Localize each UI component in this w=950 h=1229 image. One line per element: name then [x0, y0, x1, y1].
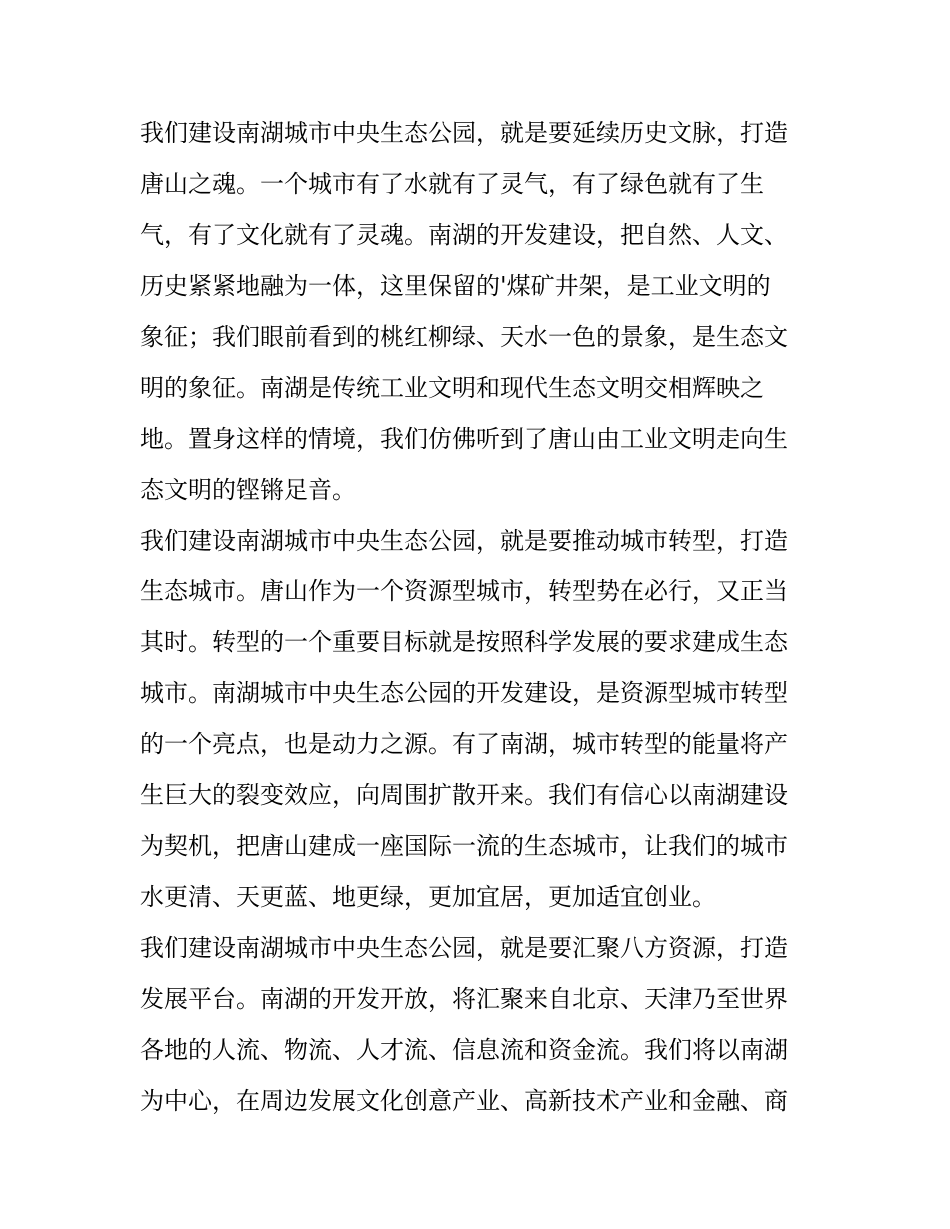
paragraph-line: 我们建设南湖城市中央生态公园，就是要延续历史文脉，打造	[140, 119, 788, 147]
paragraph-line: 态文明的铿锵足音。	[140, 475, 356, 504]
paragraph-line: 我们建设南湖城市中央生态公园，就是要推动城市转型，打造	[140, 526, 788, 555]
paragraph-line: 气，有了文化就有了灵魂。南湖的开发建设，把自然、人文、	[140, 220, 788, 249]
paragraph-line: 城市。南湖城市中央生态公园的开发建设，是资源型城市转型	[140, 679, 788, 708]
document-body	[140, 108, 812, 1127]
paragraph-line: 发展平台。南湖的开发开放，将汇聚来自北京、天津乃至世界	[140, 984, 788, 1013]
paragraph-line: 水更清、天更蓝、地更绿，更加宜居，更加适宜创业。	[140, 883, 716, 912]
paragraph-line: 为契机，把唐山建成一座国际一流的生态城市，让我们的城市	[140, 832, 788, 861]
paragraph-line: 其时。转型的一个重要目标就是按照科学发展的要求建成生态	[140, 628, 788, 657]
paragraph-line: 唐山之魂。一个城市有了水就有了灵气，有了绿色就有了生	[140, 169, 764, 198]
paragraph-line: 生巨大的裂变效应，向周围扩散开来。我们有信心以南湖建设	[140, 781, 788, 810]
paragraph-line: 为中心，在周边发展文化创意产业、高新技术产业和金融、商	[140, 1086, 788, 1115]
paragraph-line: 的一个亮点，也是动力之源。有了南湖，城市转型的能量将产	[140, 730, 788, 759]
paragraph-line: 我们建设南湖城市中央生态公园，就是要汇聚八方资源，打造	[140, 934, 788, 962]
paragraph-line: 生态城市。唐山作为一个资源型城市，转型势在必行，又正当	[140, 577, 788, 606]
paragraph-line: 地。置身这样的情境，我们仿佛听到了唐山由工业文明走向生	[140, 424, 788, 453]
paragraph-2	[140, 516, 812, 924]
paragraph-line: 象征；我们眼前看到的桃红柳绿、天水一色的景象，是生态文	[140, 322, 788, 351]
paragraph-line: 历史紧紧地融为一体，这里保留的'煤矿井架，是工业文明的	[140, 271, 771, 300]
paragraph-line: 各地的人流、物流、人才流、信息流和资金流。我们将以南湖	[140, 1035, 788, 1064]
paragraph-line: 明的象征。南湖是传统工业文明和现代生态文明交相辉映之	[140, 373, 764, 402]
paragraph-3	[140, 923, 812, 1127]
paragraph-1	[140, 108, 812, 516]
